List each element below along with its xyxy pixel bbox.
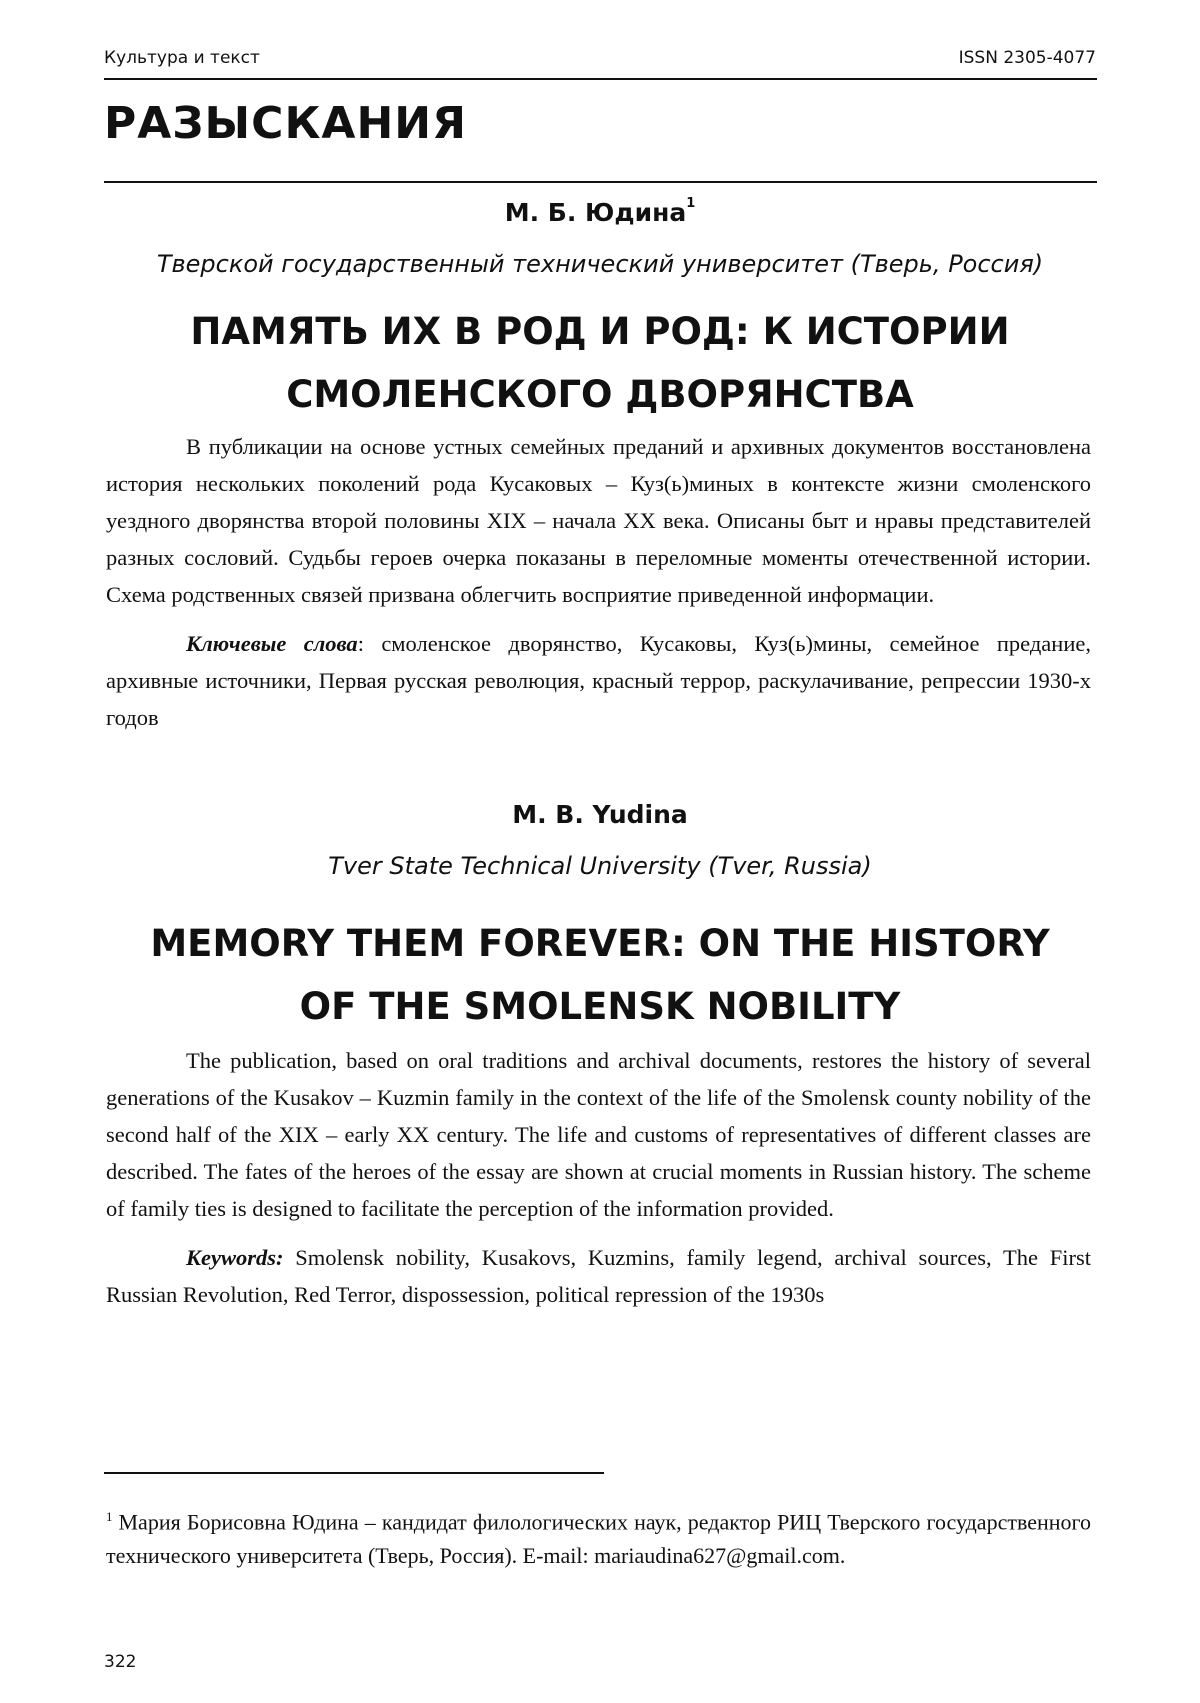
article-title-en <box>104 912 1096 1038</box>
keywords-en-text: Smolensk nobility, Kusakovs, Kuzmins, family legend, archival sources, The First Russian Revolution, Red Terror, dispossession, political repression of the 1930s <box>106 1245 1091 1307</box>
article-title-ru-line1: ПАМЯТЬ ИХ В РОД И РОД: К ИСТОРИИ <box>190 310 1010 353</box>
footnote-rule <box>104 1472 604 1474</box>
keywords-ru-label: Ключевые слова <box>186 631 358 656</box>
page-number: 322 <box>104 1652 137 1672</box>
abstract-en-text: The publication, based on oral traditions and archival documents, restores the history of several generations of the Kusakov – Kuzmin family in the context of the life of the Smolensk county nobility of the second half of the XIX – early XX century. The life and customs of representatives of different classes are described. The fates of the heroes of the essay are shown at crucial moments in Russian history. The scheme of family ties is designed to facilitate the perception of the information provided. <box>106 1048 1091 1221</box>
keywords-ru-sep: : <box>357 631 382 656</box>
footnote-ref[interactable]: 1 <box>686 196 696 211</box>
footnote-mark: 1 <box>106 1509 113 1524</box>
keywords-ru-text: смоленское дворянство, Кусаковы, Куз(ь)мины, семейное предание, архивные источники, Первая русская революция, красный террор, раскулачивание, репрессии 1930-х годов <box>106 631 1091 730</box>
journal-name: Культура и текст <box>104 48 260 68</box>
footnote-text: Мария Борисовна Юдина – кандидат филологических наук, редактор РИЦ Тверского государственного технического университета (Тверь, Россия). E-mail: mariaudina627@gmail.com. <box>106 1509 1091 1569</box>
keywords-ru <box>106 625 1091 736</box>
section-title: РАЗЫСКАНИЯ <box>104 98 467 149</box>
article-title-en-line1: MEMORY THEM FOREVER: ON THE HISTORY <box>150 922 1050 965</box>
running-header <box>104 44 1096 80</box>
author-en: M. B. Yudina <box>512 800 688 829</box>
abstract-ru <box>106 428 1091 736</box>
header-rule <box>104 78 1097 80</box>
author-ru <box>104 198 1096 227</box>
abstract-en <box>106 1042 1091 1313</box>
issn: ISSN 2305-4077 <box>958 48 1096 68</box>
article-title-en-line2: OF THE SMOLENSK NOBILITY <box>299 985 901 1028</box>
author-ru-name: М. Б. Юдина <box>504 198 687 227</box>
abstract-ru-text: В публикации на основе устных семейных преданий и архивных документов восстановлена история нескольких поколений рода Кусаковых – Куз(ь)миных в контексте жизни смоленского уездного дворянства второй половины XIX – начала XX века. Описаны быт и нравы представителей разных сословий. Судьбы героев очерка показаны в переломные моменты отечественной истории. Схема родственных связей призвана облегчить восприятие приведенной информации. <box>106 434 1091 607</box>
footnote <box>106 1500 1091 1573</box>
section-rule <box>104 181 1097 183</box>
article-title-ru-line2: СМОЛЕНСКОГО ДВОРЯНСТВА <box>286 373 914 416</box>
keywords-en-label: Keywords: <box>186 1245 284 1270</box>
keywords-en-sep <box>284 1245 296 1270</box>
affiliation-ru: Тверской государственный технический университет (Тверь, Россия) <box>156 250 1044 278</box>
affiliation-en: Tver State Technical University (Tver, Russia) <box>328 852 872 880</box>
keywords-en <box>106 1239 1091 1313</box>
article-title-ru <box>104 300 1096 426</box>
